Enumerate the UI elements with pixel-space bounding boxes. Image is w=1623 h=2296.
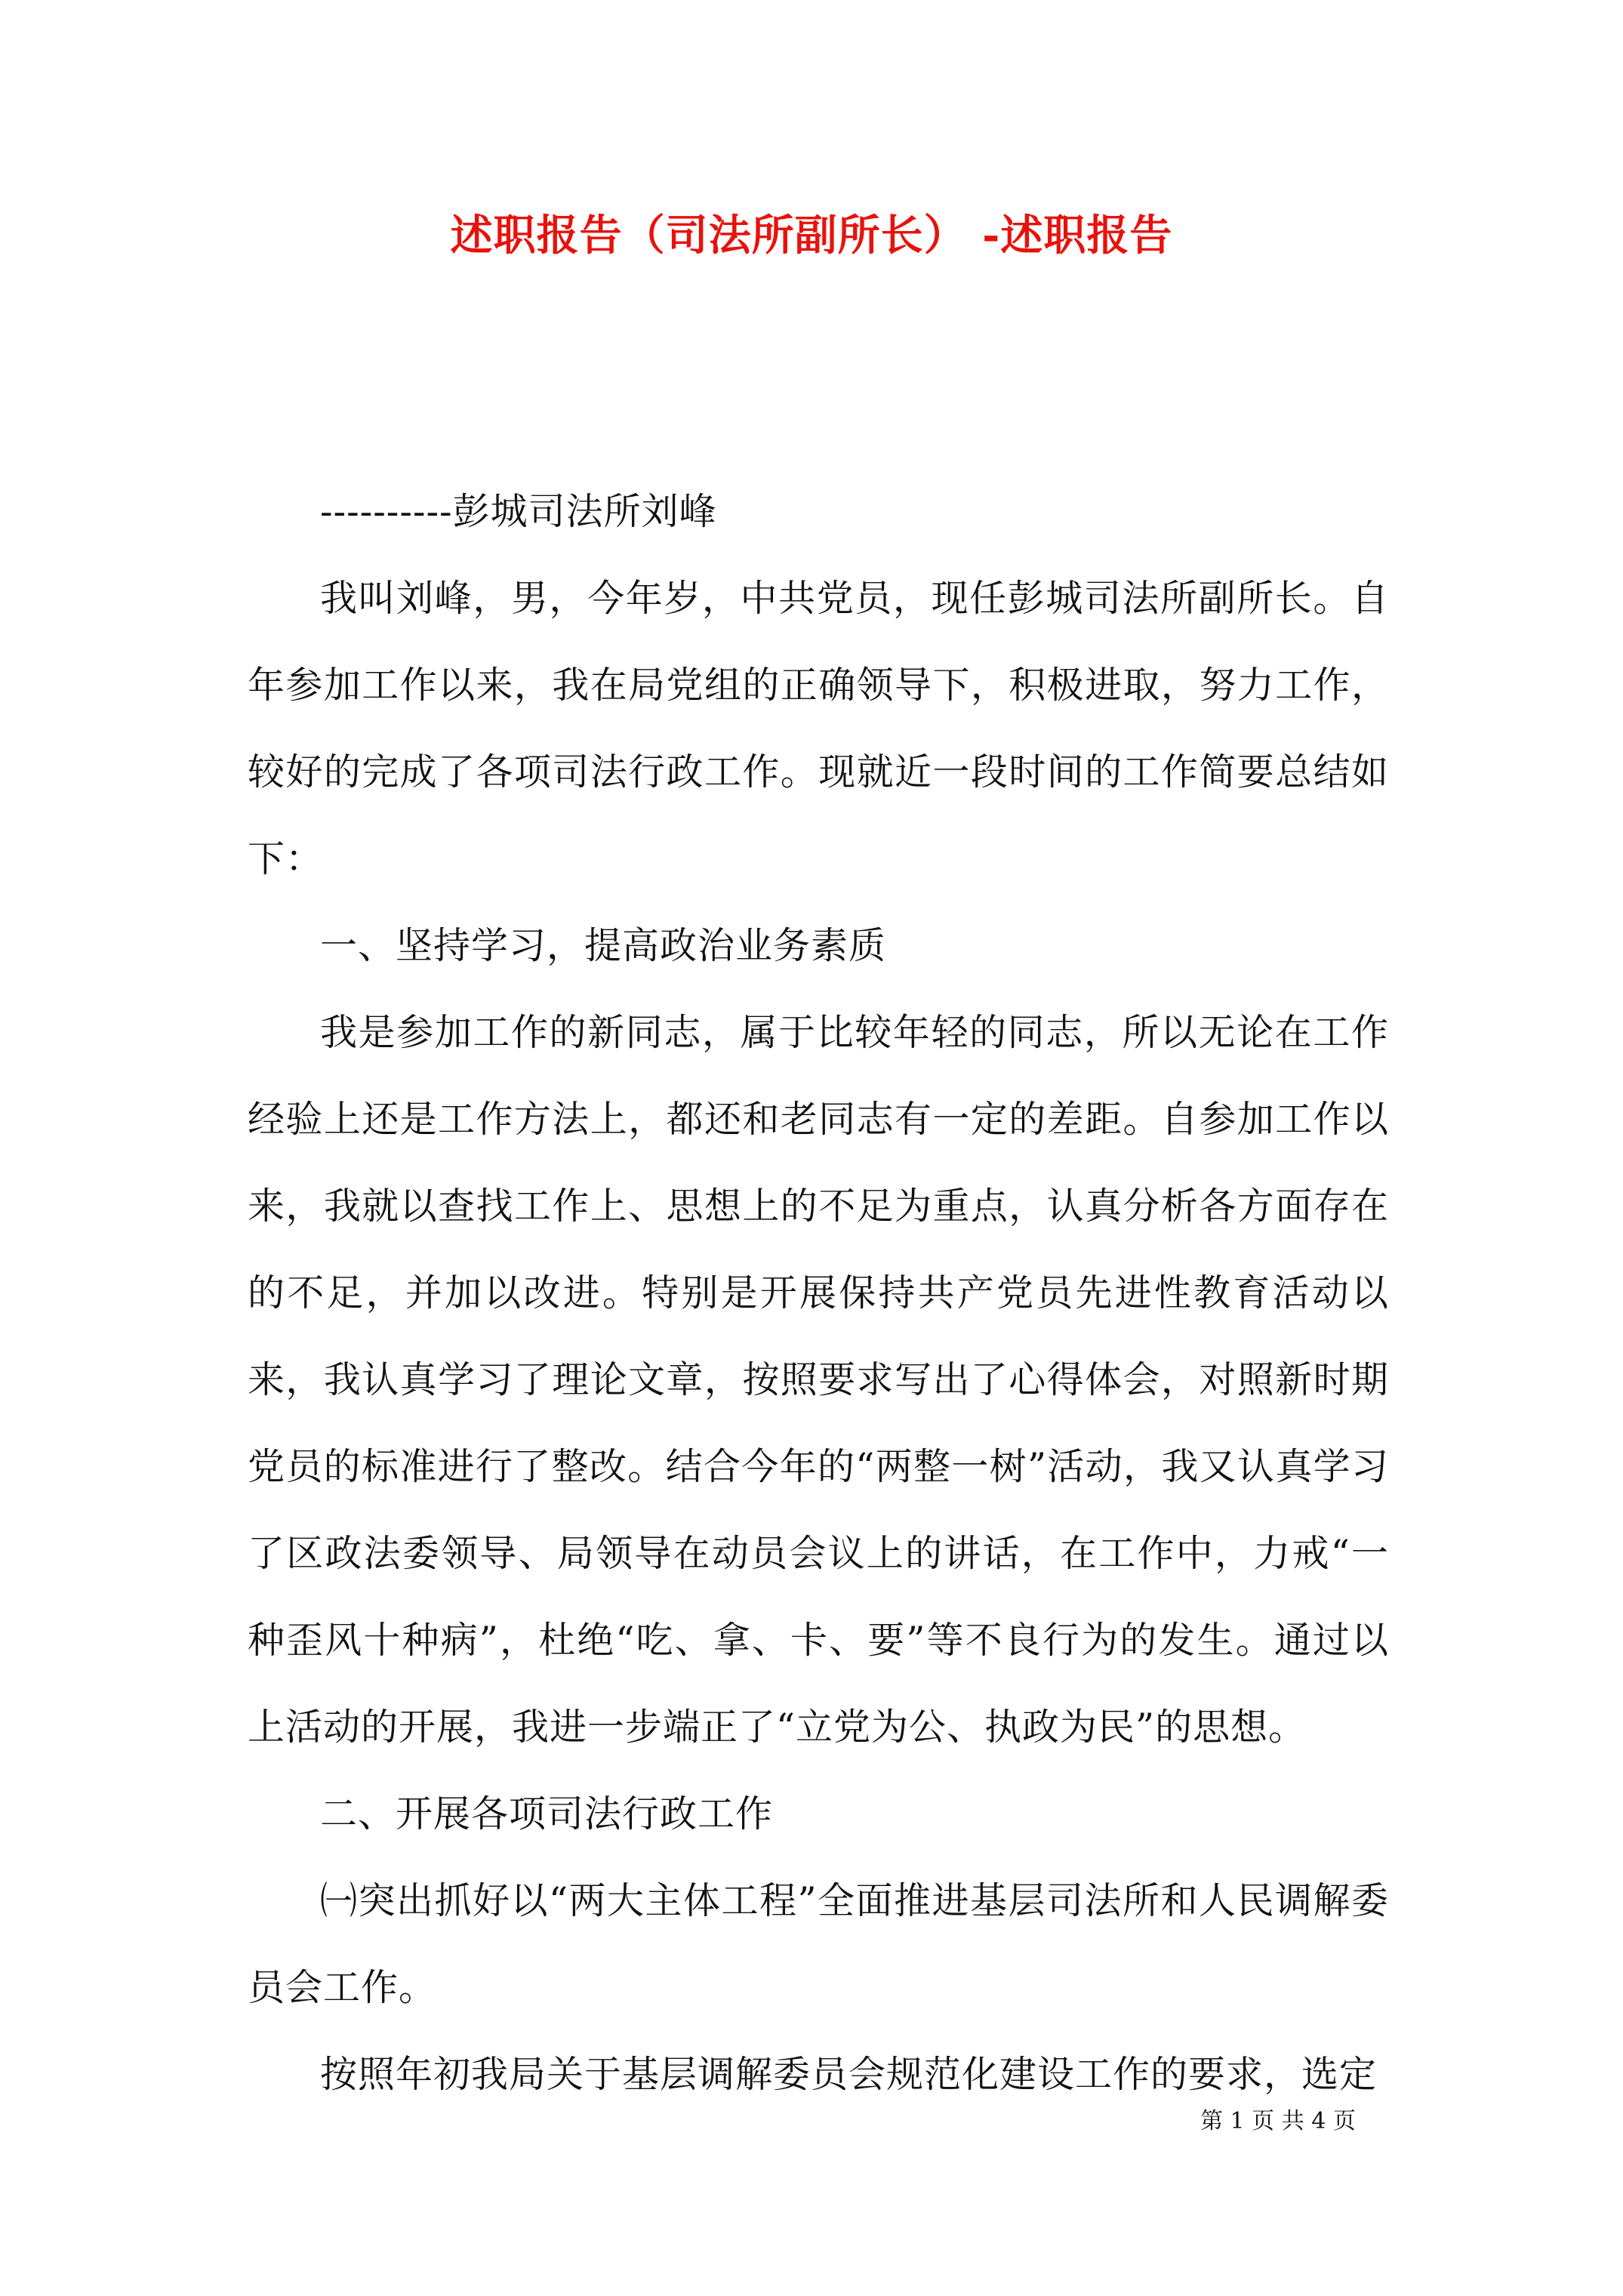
author-line: ----------彭城司法所刘峰 — [320, 490, 717, 533]
section-1-paragraph: 我是参加工作的新同志，属于比较年轻的同志，所以无论在工作经验上还是工作方法上，都还和老同志有一定的差距。自参加工作以来，我就以查找工作上、思想上的不足为重点，认真分析各方面存在的不足，并加以改进。特别是开展保持共产党员先进性教育活动以来，我认真学习了理论文章，按照要求写出了心得体会，对照新时期党员的标准进行了整改。结合今年的“两整一树”活动，我又认真学习了区政法委领导、局领导在动员会议上的讲话，在工作中，力戒“一种歪风十种病”，杜绝“吃、拿、卡、要”等不良行为的发生。通过以上活动的开展，我进一步端正了“立党为公、执政为民”的思想。 — [248, 1011, 1389, 1749]
section-heading-2: 二、开展各项司法行政工作 — [320, 1792, 774, 1835]
section-heading-1: 一、坚持学习，提高政治业务素质 — [320, 924, 887, 967]
document-body — [248, 468, 1389, 2118]
document-title: 述职报告（司法所副所长） -述职报告 — [450, 211, 1173, 260]
subsection-heading-1: ㈠突出抓好以“两大主体工程”全面推进基层司法所和人民调解委员会工作。 — [248, 1879, 1389, 2009]
page-footer: 第 1 页 共 4 页 — [1200, 2108, 1356, 2134]
intro-paragraph: 我叫刘峰，男，今年岁，中共党员，现任彭城司法所副所长。自年参加工作以来，我在局党组的正确领导下，积极进取，努力工作，较好的完成了各项司法行政工作。现就近一段时间的工作简要总结如下： — [248, 577, 1389, 880]
section-2-paragraph: 按照年初我局关于基层调解委员会规范化建设工作的要求，选定 — [320, 2053, 1378, 2096]
